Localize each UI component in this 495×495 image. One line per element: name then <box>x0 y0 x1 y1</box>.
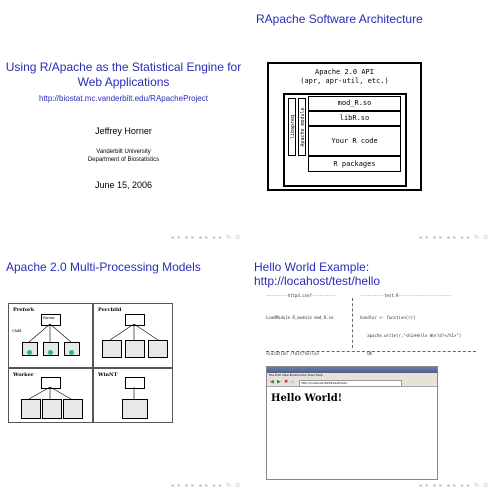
affiliation-university: Vanderbilt University <box>96 149 151 155</box>
code-bottom-rule <box>266 351 476 352</box>
prefork-label: Prefork <box>13 307 35 313</box>
slide-mpm <box>0 248 247 495</box>
parent-label: Parent <box>43 316 55 320</box>
r-line: handler <- function(r){ <box>360 315 416 320</box>
author-name: Jeffrey Horner <box>95 126 152 136</box>
apache-module-box <box>298 98 306 156</box>
perchild-panel <box>93 303 173 368</box>
r-packages-box <box>308 156 401 172</box>
libapreq-box <box>288 98 296 156</box>
perchild-label: Perchild <box>98 307 122 313</box>
beamer-nav-icons[interactable]: ◂ ▸ ◂ ▸ ◂ ▸ ◂ ▸ ↻ ⊙ <box>170 482 241 489</box>
hello-heading: Hello World! <box>271 393 343 404</box>
r-code-box <box>308 126 401 156</box>
presentation-date: June 15, 2006 <box>94 180 153 190</box>
stop-icon[interactable]: ✖ <box>284 379 289 385</box>
child-process <box>122 399 148 419</box>
slide-title-architecture: RApache Software Architecture <box>256 12 423 26</box>
slide-title-hello: Hello World Example: http://locahost/test/hello <box>254 260 381 288</box>
apache-module-label: Apache module <box>300 107 306 147</box>
browser-window <box>266 366 438 480</box>
perchild-tree-lines <box>94 304 174 369</box>
thread-dot <box>69 350 74 355</box>
slide-architecture <box>248 0 495 247</box>
apache-api-label: Apache 2.0 API <box>314 68 374 76</box>
home-icon[interactable]: ⌂ <box>291 379 295 385</box>
mod-r-label: mod_R.so <box>337 99 372 107</box>
child-process <box>63 399 83 419</box>
test-header-label: test.R <box>384 293 399 298</box>
worker-panel <box>8 368 93 423</box>
beamer-nav-icons[interactable]: ◂ ▸ ◂ ▸ ◂ ▸ ◂ ▸ ↻ ⊙ <box>418 482 489 489</box>
child-process <box>21 399 41 419</box>
conf-line: <Location /test/hello> <box>266 351 319 356</box>
beamer-nav-icons[interactable]: ◂ ▸ ◂ ▸ ◂ ▸ ◂ ▸ ↻ ⊙ <box>170 234 241 241</box>
child-process <box>42 399 62 419</box>
r-packages-label: R packages <box>333 160 376 168</box>
code-divider <box>352 298 353 348</box>
libapreq-label: libapreq <box>290 114 296 140</box>
conf-header: ---------httpd.conf---------- <box>266 293 336 298</box>
slide-title <box>0 0 247 247</box>
winnt-label: WinNT <box>98 372 118 378</box>
child-process <box>102 340 122 358</box>
back-arrow-icon[interactable]: ◀ <box>270 379 274 385</box>
slide-title-mpm: Apache 2.0 Multi-Processing Models <box>6 260 201 274</box>
winnt-panel <box>93 368 173 423</box>
conf-header-label: httpd.conf <box>287 293 312 298</box>
project-url[interactable]: http://biostat.mc.vanderbilt.edu/RApacheProject <box>39 94 208 103</box>
thread-dot <box>48 350 53 355</box>
mod-r-box <box>308 96 401 111</box>
affiliation-department: Department of Biostatistics <box>87 157 160 163</box>
r-line: apache.write(r,"<h1>Hello World!</h1>") <box>360 333 462 338</box>
r-code-label: Your R code <box>331 137 378 145</box>
apache-api-libs: (apr, apr-util, etc.) <box>300 77 389 85</box>
address-bar[interactable]: http://localhost:8181/test/hello <box>299 380 402 387</box>
child-label: Child <box>12 329 22 333</box>
worker-label: Worker <box>13 372 34 378</box>
r-line: OK <box>360 351 373 356</box>
browser-toolbar <box>267 378 437 387</box>
libr-label: libR.so <box>339 114 370 122</box>
beamer-nav-icons[interactable]: ◂ ▸ ◂ ▸ ◂ ▸ ◂ ▸ ↻ ⊙ <box>418 234 489 241</box>
browser-menubar[interactable]: File Edit View Bookmarks Tools Help <box>267 373 437 378</box>
affiliation <box>0 148 247 164</box>
child-process <box>148 340 168 358</box>
prefork-tree-lines <box>9 304 94 369</box>
libr-box <box>308 111 401 126</box>
child-process <box>125 340 145 358</box>
thread-dot <box>27 350 32 355</box>
presentation-title: Using R/Apache as the Statistical Engine for Web Applications <box>5 60 242 89</box>
prefork-panel <box>8 303 93 368</box>
slide-hello-world <box>248 248 495 495</box>
test-header: ----------test.R---------------------- <box>360 293 452 298</box>
conf-line: LoadModule R_module mod_R.so <box>266 315 334 320</box>
forward-arrow-icon[interactable]: ▶ <box>277 379 281 385</box>
conf-line <box>266 333 341 339</box>
